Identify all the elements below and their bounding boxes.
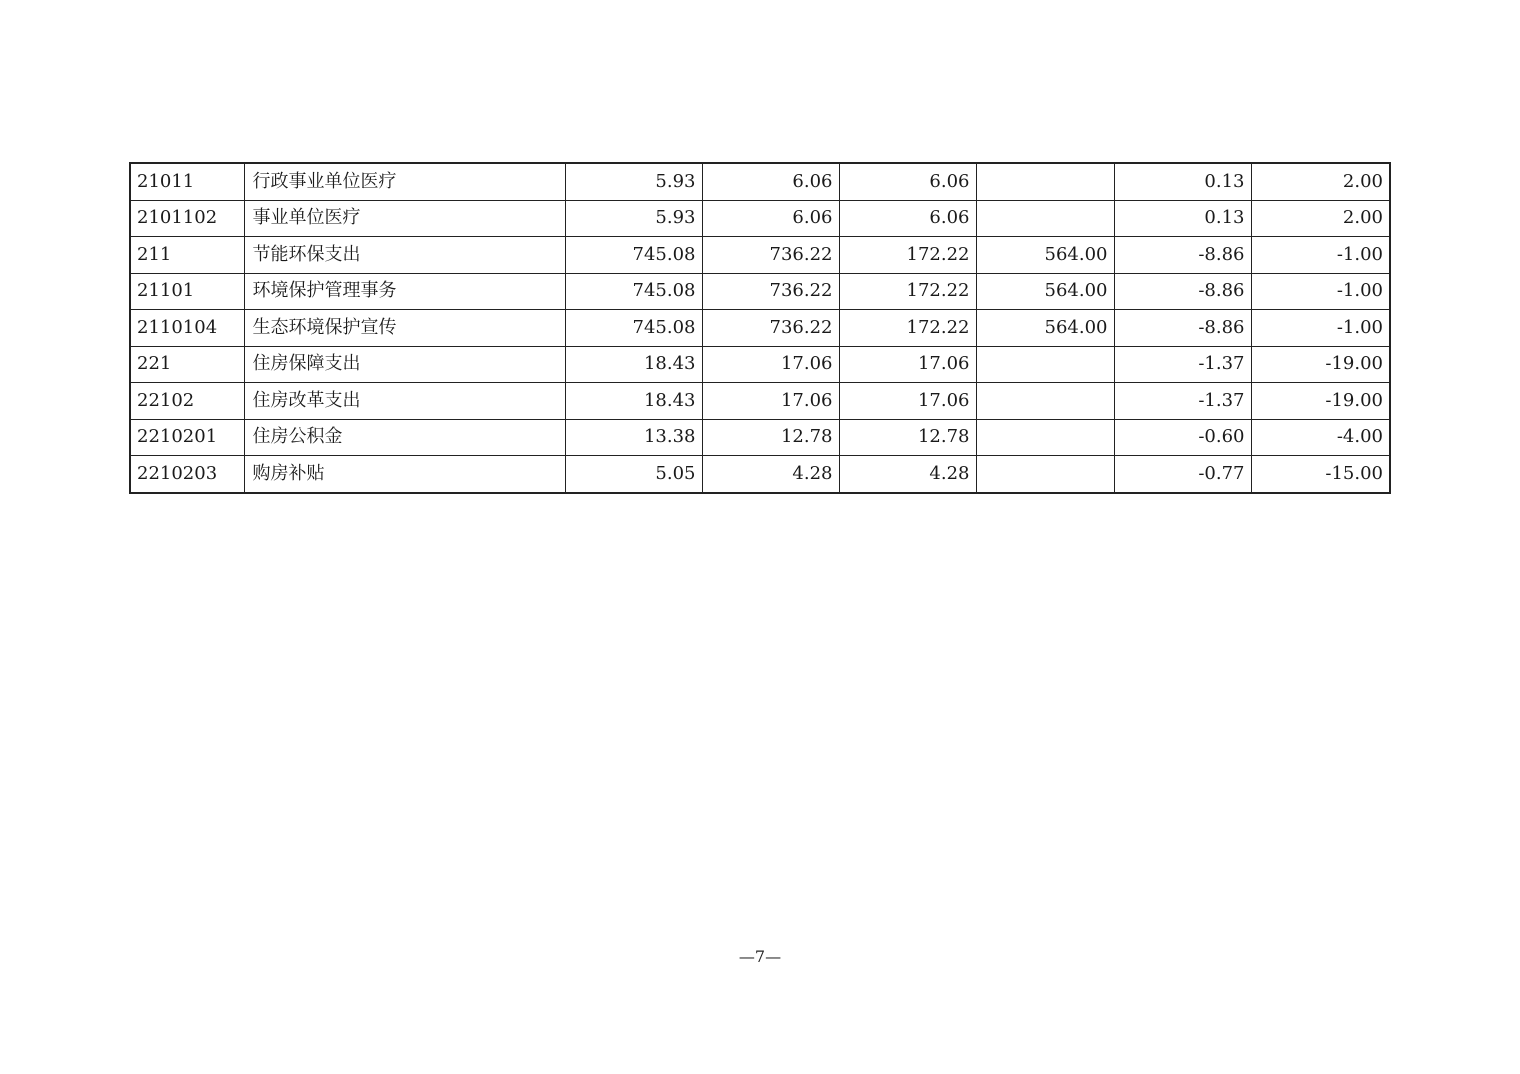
cell-value-5: 0.13 [1114,163,1251,200]
cell-value-3: 172.22 [839,310,976,347]
cell-value-6: -19.00 [1251,383,1390,420]
cell-value-2: 17.06 [702,346,839,383]
cell-value-1: 745.08 [565,273,702,310]
cell-value-4 [976,200,1114,237]
cell-value-3: 17.06 [839,346,976,383]
cell-value-1: 5.93 [565,163,702,200]
cell-value-2: 6.06 [702,200,839,237]
cell-name: 购房补贴 [244,456,565,493]
cell-name: 环境保护管理事务 [244,273,565,310]
cell-value-4 [976,456,1114,493]
table-row [130,346,1390,383]
cell-value-1: 5.05 [565,456,702,493]
table-row [130,200,1390,237]
cell-value-2: 4.28 [702,456,839,493]
cell-value-6: -15.00 [1251,456,1390,493]
cell-value-1: 745.08 [565,310,702,347]
cell-value-4 [976,163,1114,200]
budget-table [129,162,1391,494]
cell-value-4: 564.00 [976,310,1114,347]
table-row [130,419,1390,456]
cell-code: 211 [130,237,244,274]
cell-code: 2101102 [130,200,244,237]
cell-value-2: 736.22 [702,310,839,347]
cell-value-6: 2.00 [1251,200,1390,237]
table-row [130,310,1390,347]
cell-value-1: 13.38 [565,419,702,456]
cell-value-5: -8.86 [1114,310,1251,347]
cell-value-5: -1.37 [1114,346,1251,383]
cell-value-2: 736.22 [702,273,839,310]
cell-value-3: 17.06 [839,383,976,420]
cell-value-6: -4.00 [1251,419,1390,456]
cell-value-5: 0.13 [1114,200,1251,237]
cell-value-5: -8.86 [1114,237,1251,274]
cell-value-1: 5.93 [565,200,702,237]
cell-code: 2110104 [130,310,244,347]
cell-name: 节能环保支出 [244,237,565,274]
cell-value-1: 18.43 [565,346,702,383]
cell-value-1: 745.08 [565,237,702,274]
cell-value-4: 564.00 [976,273,1114,310]
table-row [130,273,1390,310]
cell-value-4: 564.00 [976,237,1114,274]
cell-value-3: 6.06 [839,200,976,237]
cell-value-2: 12.78 [702,419,839,456]
cell-value-5: -8.86 [1114,273,1251,310]
table-row [130,237,1390,274]
cell-code: 21101 [130,273,244,310]
cell-value-2: 736.22 [702,237,839,274]
cell-code: 21011 [130,163,244,200]
cell-name: 行政事业单位医疗 [244,163,565,200]
table-row [130,383,1390,420]
cell-value-3: 12.78 [839,419,976,456]
cell-code: 22102 [130,383,244,420]
cell-value-4 [976,346,1114,383]
cell-name: 住房保障支出 [244,346,565,383]
cell-value-3: 172.22 [839,273,976,310]
cell-value-3: 172.22 [839,237,976,274]
table-body [130,163,1390,493]
cell-code: 2210203 [130,456,244,493]
cell-name: 住房公积金 [244,419,565,456]
cell-value-3: 6.06 [839,163,976,200]
cell-code: 2210201 [130,419,244,456]
cell-value-6: -19.00 [1251,346,1390,383]
cell-value-1: 18.43 [565,383,702,420]
table-row [130,456,1390,493]
cell-value-4 [976,419,1114,456]
cell-name: 生态环境保护宣传 [244,310,565,347]
cell-value-3: 4.28 [839,456,976,493]
table-row [130,163,1390,200]
cell-value-4 [976,383,1114,420]
cell-value-6: -1.00 [1251,310,1390,347]
cell-code: 221 [130,346,244,383]
cell-value-6: -1.00 [1251,273,1390,310]
cell-value-5: -1.37 [1114,383,1251,420]
cell-value-2: 6.06 [702,163,839,200]
page-number: —7— [738,947,782,966]
cell-value-5: -0.77 [1114,456,1251,493]
cell-value-6: 2.00 [1251,163,1390,200]
cell-name: 住房改革支出 [244,383,565,420]
cell-name: 事业单位医疗 [244,200,565,237]
cell-value-2: 17.06 [702,383,839,420]
cell-value-5: -0.60 [1114,419,1251,456]
cell-value-6: -1.00 [1251,237,1390,274]
